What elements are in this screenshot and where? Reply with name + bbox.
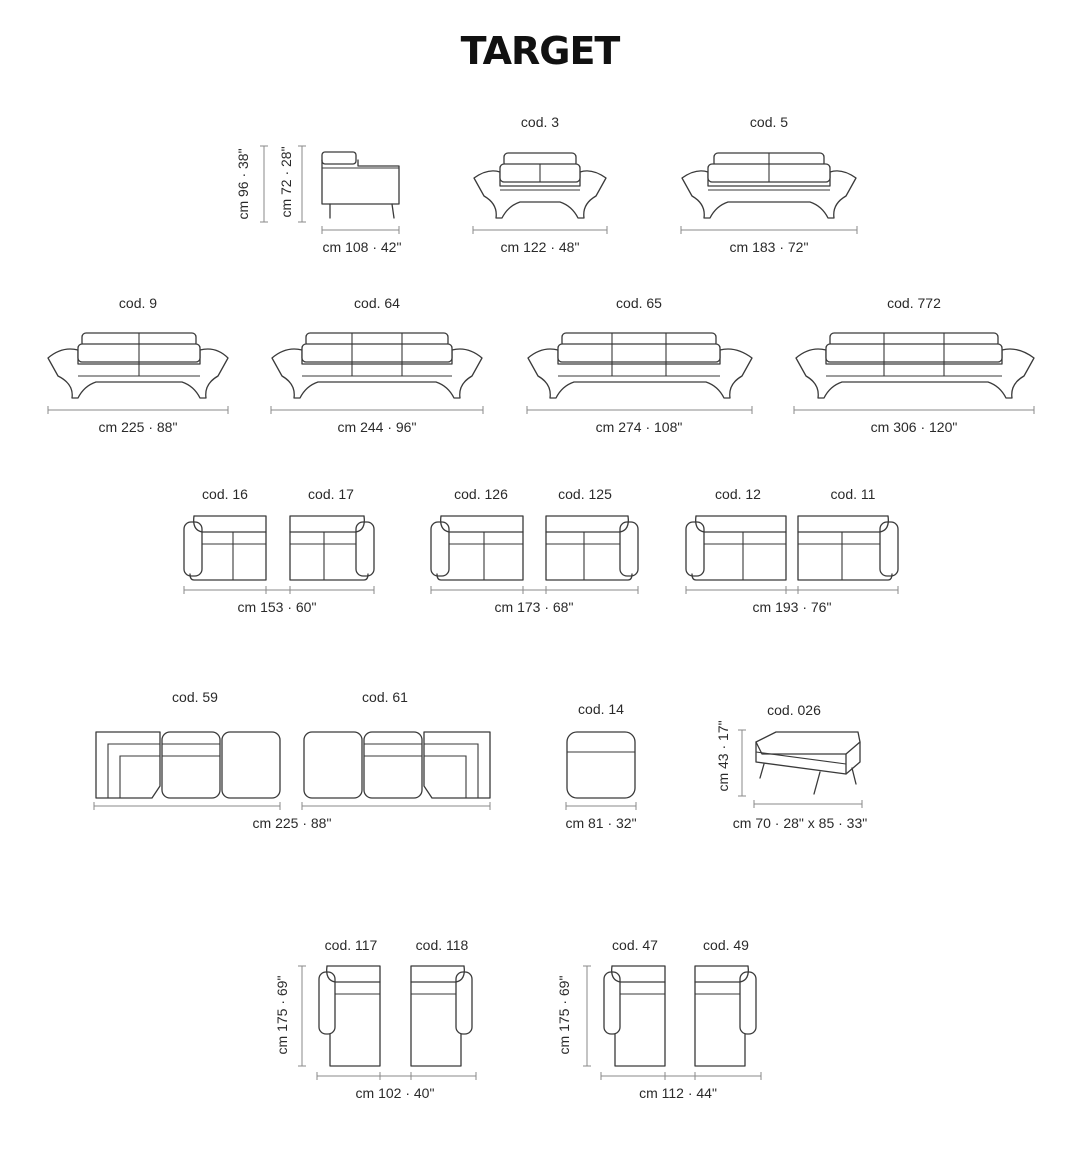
code-label: cod. 64 <box>354 295 400 311</box>
side-view <box>235 146 401 255</box>
code-label: cod. 3 <box>520 114 560 130</box>
code-label: cod. 14 <box>578 701 624 717</box>
code-label: cod. 772 <box>887 295 941 311</box>
width-label: cm 112 · 44" <box>639 1085 717 1101</box>
width-label: cm 122 · 48" <box>500 239 580 255</box>
front-view-cod-64 <box>271 295 483 435</box>
code-label: cod. 9 <box>118 295 158 311</box>
width-label: cm 173 · 68" <box>494 599 574 615</box>
plan-pair-cod-16-17 <box>184 486 374 615</box>
depth-label: cm 175 · 69" <box>274 975 290 1055</box>
depth-label: cm 175 · 69" <box>556 975 572 1055</box>
front-view-cod-5 <box>681 114 857 255</box>
plan-pair-cod-126-125 <box>431 486 638 615</box>
front-view-cod-9 <box>48 295 228 435</box>
front-view-cod-772 <box>794 295 1034 435</box>
height-label: cm 43 · 17" <box>715 720 731 792</box>
width-label: cm 102 · 40" <box>355 1085 435 1101</box>
code-label-left: cod. 16 <box>202 486 248 502</box>
plan-chaise-cod-47-49 <box>556 937 761 1101</box>
ottoman-cod-026 <box>715 702 867 831</box>
side-height-seat: cm 72 · 28" <box>278 146 294 218</box>
width-label: cm 244 · 96" <box>337 419 417 435</box>
code-label-right: cod. 125 <box>558 486 612 502</box>
code-label-left: cod. 117 <box>324 937 378 953</box>
code-label-right: cod. 11 <box>830 486 876 502</box>
width-label: cm 81 · 32" <box>565 815 637 831</box>
code-label-left: cod. 126 <box>454 486 508 502</box>
width-label: cm 153 · 60" <box>237 599 317 615</box>
plan-pouf-cod-14 <box>565 701 636 831</box>
width-label: cm 274 · 108" <box>595 419 683 435</box>
code-label-left: cod. 47 <box>612 937 658 953</box>
size-label: cm 70 · 28" x 85 · 33" <box>732 815 868 831</box>
code-label: cod. 5 <box>749 114 789 130</box>
code-label-left: cod. 59 <box>172 689 218 705</box>
side-height-total: cm 96 · 38" <box>235 148 251 220</box>
code-label-right: cod. 118 <box>415 937 469 953</box>
width-label: cm 225 · 88" <box>252 815 332 831</box>
width-label: cm 193 · 76" <box>752 599 832 615</box>
width-label: cm 183 · 72" <box>729 239 809 255</box>
code-label: cod. 026 <box>767 702 821 718</box>
code-label-right: cod. 49 <box>703 937 749 953</box>
code-label-right: cod. 61 <box>362 689 408 705</box>
plan-corner-cod-59-61 <box>94 689 490 831</box>
front-view-cod-65 <box>527 295 752 435</box>
code-label: cod. 65 <box>616 295 662 311</box>
brand-logo: TARGET <box>460 29 620 73</box>
code-label-left: cod. 12 <box>715 486 761 502</box>
plan-chaise-cod-117-118 <box>274 937 476 1101</box>
plan-pair-cod-12-11 <box>686 486 898 615</box>
code-label-right: cod. 17 <box>308 486 354 502</box>
width-label: cm 225 · 88" <box>98 419 178 435</box>
front-view-cod-3 <box>473 114 607 255</box>
width-label: cm 306 · 120" <box>870 419 958 435</box>
side-depth-label: cm 108 · 42" <box>322 239 402 255</box>
